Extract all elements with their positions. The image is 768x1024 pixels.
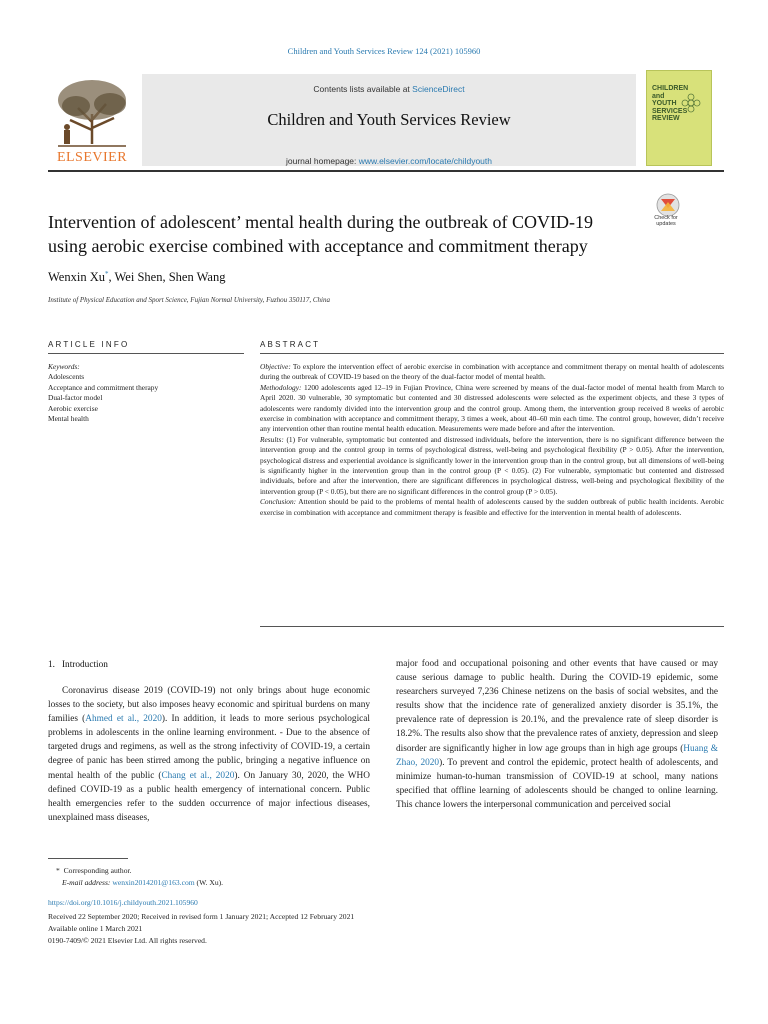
corresponding-author-note: * Corresponding author. (56, 866, 132, 875)
intro-text: Coronavirus disease 2019 (COVID-19) not only brings about huge economic losses to the society, but also imposes heavy economic and spiritual burdens on many families ( (48, 686, 370, 725)
journal-title: Children and Youth Services Review (267, 110, 511, 129)
publisher-wordmark: ELSEVIER (56, 150, 128, 165)
contents-prefix: Contents lists available at (313, 84, 413, 94)
cover-title-line: REVIEW (652, 115, 680, 122)
keywords-label: Keywords: (48, 362, 80, 371)
contents-line (142, 84, 636, 94)
abstract-label: Methodology: (260, 382, 302, 392)
keyword-item: Acceptance and commitment therapy (48, 382, 159, 392)
intro-column-right (396, 657, 718, 812)
abstract-text: To explore the intervention effect of aerobic exercise in combination with acceptance and commitment therapy on mental health of adolescents during the outbreak of COVID-19 based on the theory of the dual-factor model of mental health. (260, 362, 724, 382)
section-heading-introduction: 1. Introduction (48, 660, 108, 670)
author-list (48, 270, 225, 285)
abstract-conclusion (260, 497, 724, 518)
author-rest: , Wei Shen, Shen Wang (108, 270, 226, 285)
cover-title-line: CHILDREN (652, 85, 689, 92)
received-dates: Received 22 September 2020; Received in revised form 1 January 2021; Accepted 12 February 2021 (48, 912, 355, 921)
citation-link[interactable]: Chang et al., 2020 (161, 770, 235, 781)
abstract-results (260, 435, 724, 497)
abstract-label: Objective: (260, 362, 291, 371)
intro-text: ). In addition, it leads to more serious psychological problems in adolescents in the online learning environment. - Due to the absence of targeted drugs and regimens, as well as the strong infectivity of COVID-19, a certain degree of panic has been stirred among the public, bringing a negative influence on mental health of the public ( (48, 714, 370, 781)
keyword-item: Dual-factor model (48, 393, 103, 403)
abstract-label: Results: (260, 434, 284, 444)
journal-citation[interactable]: Children and Youth Services Review 124 (2021) 105960 (287, 46, 481, 56)
citation-link[interactable]: Huang & Zhao, 2020 (396, 743, 718, 768)
abstract-methodology (260, 383, 724, 435)
check-for-updates-label[interactable]: Check for updates (654, 215, 678, 227)
email-link[interactable]: wenxin2014201@163.com (112, 878, 195, 887)
email-suffix: (W. Xu). (194, 878, 224, 887)
keyword-item: Aerobic exercise (48, 403, 98, 413)
sciencedirect-link[interactable]: ScienceDirect (412, 84, 465, 94)
email-label: E-mail address: (62, 878, 111, 887)
abstract-heading: ABSTRACT (260, 340, 321, 349)
masthead (48, 70, 724, 168)
abstract-bottom-divider (260, 626, 724, 627)
doi-link[interactable]: https://doi.org/10.1016/j.childyouth.2021.105960 (48, 898, 198, 907)
article-title-line: using aerobic exercise combined with acceptance and commitment therapy (48, 236, 588, 256)
homepage-line (142, 156, 636, 166)
abstract-body (260, 362, 724, 518)
abstract-objective (260, 362, 724, 383)
email-note (62, 878, 223, 887)
journal-cover[interactable] (646, 70, 712, 166)
keyword-item: Mental health (48, 414, 89, 424)
keywords-block (48, 362, 244, 424)
online-date: Available online 1 March 2021 (48, 924, 143, 933)
cover-title-line: SERVICES (652, 107, 688, 115)
intro-text: ). To prevent and control the epidemic, protect health of adolescents, and minimize human-to-human transmission of COVID-19 at school, many nations specified that offline learning of adolescents should be changed to online learning. This chance lowers the interpersonal communication and perceived social (396, 757, 718, 810)
homepage-prefix: journal homepage: (285, 156, 359, 166)
article-info-divider (48, 353, 244, 354)
footnote-divider (48, 858, 128, 859)
abstract-text: 1200 adolescents aged 12–19 in Fujian Province, China were screened by means of the dual-factor model of mental health from March to April 2020. 30 vulnerable, 30 symptomatic but contented and 30 distressed adolescents were selected as the experiment objects, and these 3 types of adolescents were randomly divided into the intervention group and the control group. Among them, the intervention group received 8 weeks of aerobic exercise in combination with acceptance and commitment therapy, 3 times a week, about 40–60 min each time. The control group, however, didn’t receive any intervention other than routine mental health education. Measurements were made before and after the intervention. (260, 382, 724, 434)
article-title (48, 210, 648, 258)
journal-banner (142, 74, 636, 166)
cover-title-line: YOUTH (652, 100, 677, 107)
citation-link[interactable]: Ahmed et al., 2020 (85, 714, 162, 725)
header-divider (48, 170, 724, 172)
intro-text: ). On January 30, 2020, the WHO defined COVID-19 as a public health emergency of international concern. Public health emergencies refer to the sudden occurrence of major infectious diseases, unexplained mass diseases, (48, 770, 370, 823)
abstract-text: Attention should be paid to the problems of mental health of adolescents caused by the sudden outbreak of public health incidents. Aerobic exercise in combination with acceptance and commitment therapy is feasible and effective for the intervention in mental health of adolescents. (260, 497, 724, 517)
article-title-line: Intervention of adolescent’ mental health during the outbreak of COVID-19 (48, 212, 593, 232)
cover-flower-icon (679, 91, 703, 115)
article-info-heading: ARTICLE INFO (48, 340, 130, 349)
issn-copyright: 0190-7409/© 2021 Elsevier Ltd. All rights reserved. (48, 936, 207, 945)
corresponding-author-mark[interactable]: * (104, 270, 109, 278)
intro-column-left (48, 684, 370, 825)
abstract-divider (260, 353, 724, 354)
affiliation: Institute of Physical Education and Sport Science, Fujian Normal University, Fuzhou 350117, China (48, 296, 330, 304)
cover-title-line: and (652, 92, 665, 100)
intro-text: major food and occupational poisoning and other events that have caused or may cause serious damage to public health. During the COVID-19 epidemic, some researchers surveyed 7,236 Chinese netizens on the basis of social websites, and the results show that the incidence rate of generalized anxiety disorder is 35.1%, the prevalence rate of depression is 20.1%, and the prevalence rate of sleep disorder is 18.2%. The results also show that the prevalence rates of anxiety, depression and sleep disorder are significantly higher in low age groups than in high age groups ( (396, 659, 718, 754)
journal-homepage-link[interactable]: www.elsevier.com/locate/childyouth (358, 156, 492, 166)
author-link[interactable]: Wenxin Xu (48, 270, 105, 285)
abstract-text: (1) For vulnerable, symptomatic but contented and distressed individuals, before the intervention, there is no significant difference between the intervention group and the control group in terms of psychological distress, well-being and psychological flexibility (P > 0.05). After the intervention, psychological distress and experiential avoidance is significantly lower in the intervention group than in the control group, but all dimensions of well-being is significantly higher in the intervention group than in the control group (P < 0.05). (2) For vulnerable, symptomatic but contented and distressed individuals, before and after the intervention, there are significant differences in psychological distress, well-being and psychological flexibility of the intervention group (P < 0.05), but there are no significant differences in the control group (P > 0.05). (260, 434, 724, 496)
abstract-label: Conclusion: (260, 497, 297, 507)
check-for-updates-icon[interactable] (648, 192, 688, 236)
keyword-item: Adolescents (48, 372, 85, 382)
